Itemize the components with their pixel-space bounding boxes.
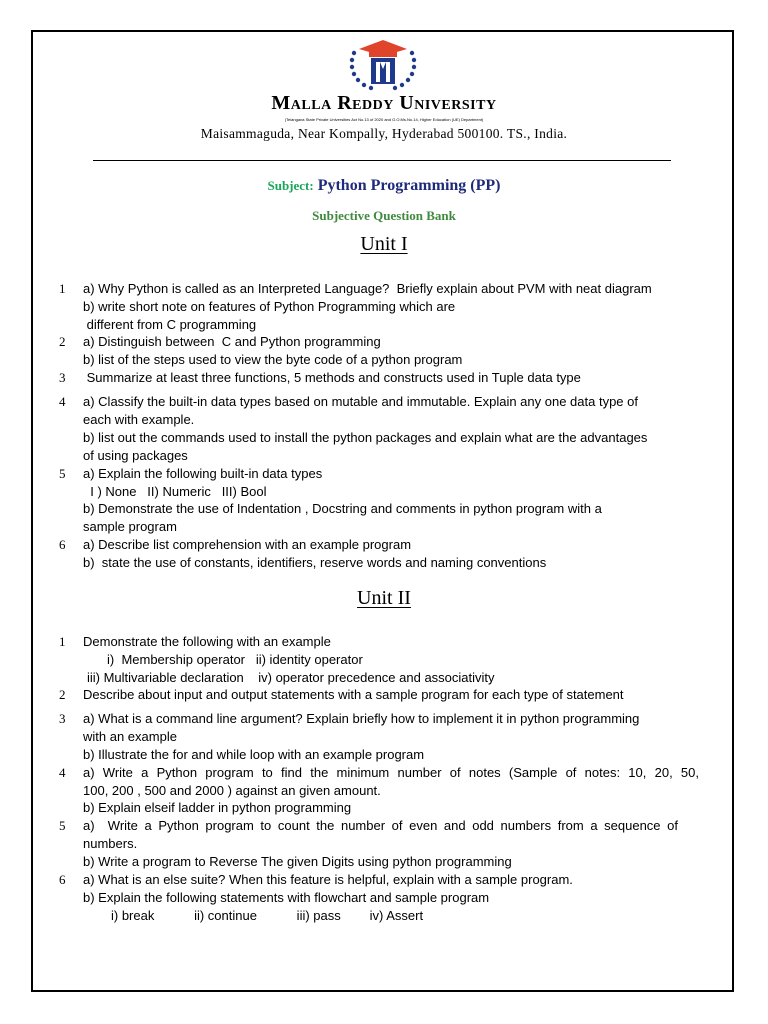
unit1-heading: Unit I: [360, 233, 408, 255]
unit1-q-number: 6: [59, 537, 66, 552]
unit2-q-number: 3: [59, 711, 66, 726]
university-subtitle: (Telangana State Private Universities Act No.13 of 2020 and G.O.Ms.No.14, Higher Education (UE) Department): [284, 117, 484, 122]
unit1-line: a) Classify the built-in data types based on mutable and immutable. Explain any one data type of: [83, 394, 638, 409]
unit2-line: b) Explain the following statements with flowchart and sample program: [83, 890, 490, 905]
unit1-line: a) Why Python is called as an Interpreted Language? Briefly explain about PVM with neat diagram: [83, 281, 652, 296]
unit1-line: b) write short note on features of Python Programming which are: [83, 299, 456, 314]
unit2-line: 100, 200 , 500 and 2000 ) against an given amount.: [83, 783, 381, 798]
unit2-q-number: 5: [59, 818, 66, 833]
question-bank-title: Subjective Question Bank: [312, 208, 456, 223]
unit2-line: b) Explain elseif ladder in python programming: [83, 800, 352, 815]
unit2-line: iii) Multivariable declaration iv) operator precedence and associativity: [87, 670, 495, 685]
unit1-line: different from C programming: [83, 317, 257, 332]
unit1-q-number: 1: [59, 281, 66, 296]
unit1-line: each with example.: [83, 412, 195, 427]
unit2-q-number: 1: [59, 634, 66, 649]
unit2-q-number: 4: [59, 765, 66, 780]
unit2-line: Describe about input and output statements with a sample program for each type of statement: [83, 687, 624, 702]
unit1-line: of using packages: [83, 448, 188, 463]
unit1-q-number: 4: [59, 394, 66, 409]
unit2-line: i) Membership operator ii) identity operator: [107, 652, 363, 667]
subject-line: [0, 177, 768, 195]
unit1-q-number: 3: [59, 370, 66, 385]
unit2-line: with an example: [83, 729, 177, 744]
unit2-line: a) Write a Python program to count the number of even and odd numbers from a sequence of: [83, 818, 678, 833]
unit2-line: numbers.: [83, 836, 138, 851]
unit1-line: I ) None II) Numeric III) Bool: [83, 484, 267, 499]
unit2-line: a) What is a command line argument? Explain briefly how to implement it in python programming: [83, 711, 640, 726]
unit1-line: a) Distinguish between C and Python programming: [83, 334, 381, 349]
unit1-line: b) state the use of constants, identifiers, reserve words and naming conventions: [83, 555, 547, 570]
unit2-line: b) Illustrate the for and while loop with an example program: [83, 747, 425, 762]
unit2-q-number: 2: [59, 687, 66, 702]
unit2-line: a) What is an else suite? When this feature is helpful, explain with a sample program.: [83, 872, 573, 887]
subject-value: Python Programming (PP): [317, 177, 501, 194]
unit1-q-number: 5: [59, 466, 66, 481]
unit1-line: sample program: [83, 519, 177, 534]
unit1-line: a) Explain the following built-in data types: [83, 466, 323, 481]
unit2-line: i) break ii) continue iii) pass iv) Assert: [111, 908, 424, 923]
unit1-line: Summarize at least three functions, 5 methods and constructs used in Tuple data type: [83, 370, 581, 385]
header-divider: [93, 160, 671, 161]
unit2-line: a) Write a Python program to find the minimum number of notes (Sample of notes: 10, 20, 50,: [83, 765, 699, 780]
university-logo: [347, 36, 419, 92]
unit1-line: b) list out the commands used to install the python packages and explain what are the advantages: [83, 430, 648, 445]
university-address: Maisammaguda, Near Kompally, Hyderabad 500100. TS., India.: [200, 126, 568, 141]
subject-label: Subject:: [267, 178, 314, 193]
unit1-line: b) list of the steps used to view the byte code of a python program: [83, 352, 463, 367]
unit2-line: Demonstrate the following with an example: [83, 634, 331, 649]
unit2-heading: Unit II: [357, 587, 411, 609]
unit1-line: b) Demonstrate the use of Indentation , Docstring and comments in python program with a: [83, 501, 602, 516]
unit2-line: b) Write a program to Reverse The given Digits using python programming: [83, 854, 512, 869]
unit1-q-number: 2: [59, 334, 66, 349]
unit2-q-number: 6: [59, 872, 66, 887]
university-name: Malla Reddy University: [271, 92, 497, 114]
unit1-line: a) Describe list comprehension with an example program: [83, 537, 412, 552]
